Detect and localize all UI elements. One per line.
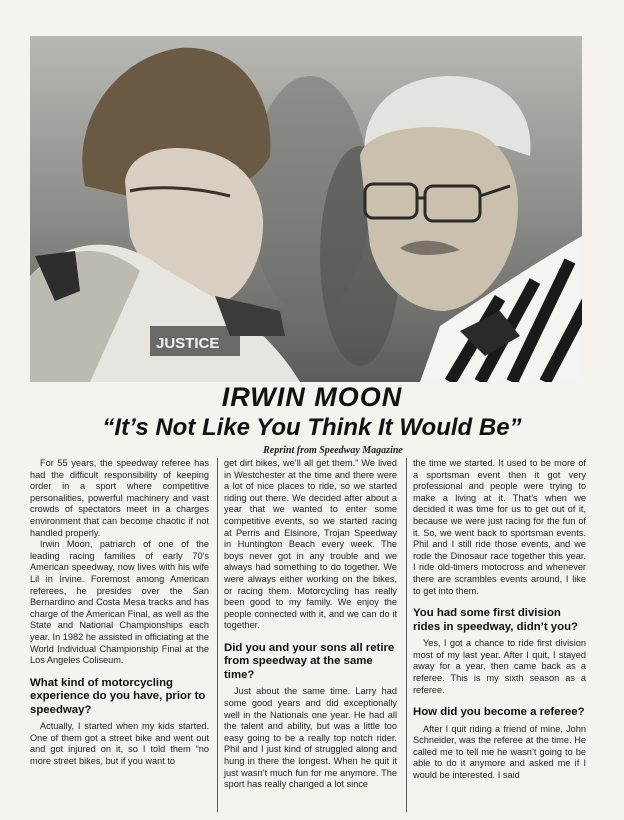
paragraph: Yes, I got a chance to ride first division most of my last year. After I quit, I stayed away for a year, then came back as a referee. This is my sixth season as a referee.	[413, 638, 586, 695]
question-heading: You had some first division rides in speedway, didn’t you?	[413, 607, 578, 633]
paragraph: After I quit riding a friend of mine, John Schneider, was the referee at the time. He called me to tell me he wasn’t going to be able to do it anymore and asked me if I would be interested. I said	[413, 723, 586, 780]
question-heading: What kind of motorcycling experience do you have, prior to speedway?	[30, 676, 206, 716]
paragraph: the time we started. It used to be more of a sportsman event then it got very professional and people were trying to make a living at it. That’s when we decided it was time for us to get out of it, because we were just racing for the fun of it. So, we went back to sportsman events. Phil and I still ride those events, and we rode the Dinosaur race together this year. I ride old-timers motocross and whenever there are scrambles events around, I like to get into them.	[413, 458, 586, 596]
article-subtitle: “It’s Not Like You Think It Would Be”	[102, 414, 522, 441]
paragraph: Irwin Moon, patriarch of one of the leading racing families of early 70's American speedway, now lives with his wife Lil in Irvine. Foremost among American referees, he presides over the San Bernardino and Costa Mesa tracks and has charge of the American Final, as well as the State and National Championships each year. In 1982 he assisted in officiating at the World Individual Championship Final at the Los Angeles Coliseum.	[30, 539, 209, 666]
paragraph: get dirt bikes, we’ll all get them.” We lived in Westchester at the time and there were a lot of nice places to ride, so we started riding out there. We decided after about a year that we wanted to enter some competitive events, so we started racing at Perris and Elsinore, Trojan Speedway in Huntington Beach every week. The boys never got in any trouble and we always had something to do together. We were always either working on the bikes, or racing them. Motorcycling has really been good to my family. We enjoy the people connected with it, and we can do it together.	[224, 458, 397, 631]
text-column-2	[217, 458, 397, 812]
jacket-text: JUSTICE	[156, 335, 220, 352]
question-heading: How did you become a referee?	[413, 706, 585, 719]
header-photo	[30, 36, 582, 382]
reprint-credit: Reprint from Speedway Magazine	[263, 445, 403, 456]
article-title: IRWIN MOON	[221, 382, 403, 412]
question-heading: Did you and your sons all retire from speedway at the same time?	[224, 641, 395, 681]
paragraph: Actually, I started when my kids started. One of them got a street bike and went out and got injured on it, so I told them “no more street bikes, but if you want to	[30, 721, 209, 766]
text-column-1	[30, 458, 209, 812]
paragraph: Just about the same time. Larry had some good years and did exceptionally well in the Nationals one year. He had all the talent and ability, but was a little too easy going to be a really top notch rider. Phil and I just kind of struggled along and hung in there the longest. When he quit it just wasn’t much fun for me anymore. The sport has really changed a lot since	[224, 686, 397, 790]
portrait-photo-icon	[30, 36, 582, 382]
text-column-3	[406, 458, 586, 812]
paragraph: For 55 years, the speedway referee has had the difficult responsibility of keeping order in a sport where competitive personalities, powerful machinery and vast crowds of spectators meet in a charges environment that can become chaotic if not handled properly.	[30, 458, 209, 538]
